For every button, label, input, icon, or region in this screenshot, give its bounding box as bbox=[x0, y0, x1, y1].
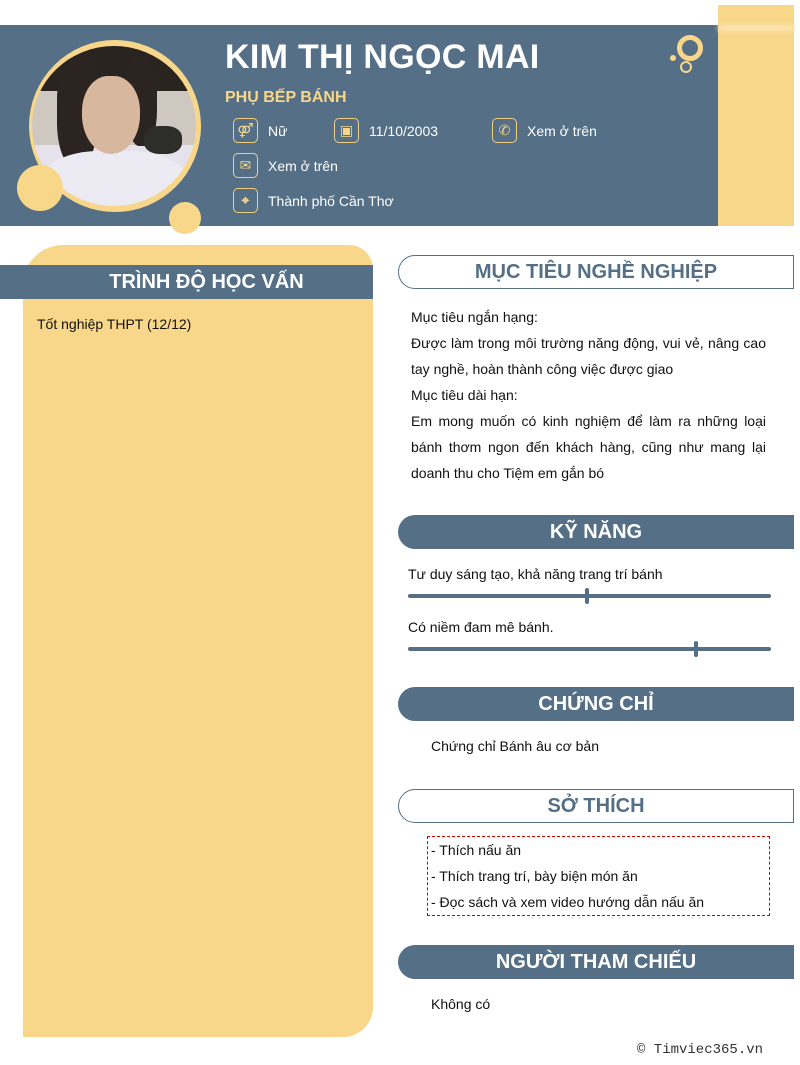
phone-value: Xem ở trên bbox=[527, 122, 597, 139]
skill-bar bbox=[408, 594, 771, 598]
phone-icon: ✆ bbox=[492, 118, 517, 143]
dob-value: 11/10/2003 bbox=[369, 122, 439, 139]
skill-label: Có niềm đam mê bánh. bbox=[408, 619, 554, 635]
skill-level-knob bbox=[585, 588, 589, 604]
info-dob bbox=[334, 118, 438, 143]
location-pin-icon: ⌖ bbox=[233, 188, 258, 213]
address-value: Thành phố Cần Thơ bbox=[268, 192, 394, 209]
certificates-heading: CHỨNG CHỈ bbox=[398, 687, 794, 721]
info-gender bbox=[233, 118, 287, 143]
certificate-item: Chứng chỉ Bánh âu cơ bản bbox=[431, 738, 599, 754]
hobby-item: - Thích trang trí, bày biện món ăn bbox=[431, 868, 638, 884]
education-item: Tốt nghiệp THPT (12/12) bbox=[37, 316, 192, 332]
objective-heading: MỤC TIÊU NGHỀ NGHIỆP bbox=[398, 255, 794, 289]
gender-value: Nữ bbox=[268, 122, 288, 139]
decorative-circle bbox=[169, 202, 201, 234]
skill-level-knob bbox=[694, 641, 698, 657]
hobbies-list bbox=[427, 836, 770, 916]
hobbies-heading: SỞ THÍCH bbox=[398, 789, 794, 823]
email-value: Xem ở trên bbox=[268, 157, 338, 174]
bubbles-decoration-icon bbox=[668, 33, 708, 75]
objective-content bbox=[411, 304, 766, 486]
hobby-item: - Thích nấu ăn bbox=[431, 842, 522, 858]
skill-label: Tư duy sáng tạo, khả năng trang trí bánh bbox=[408, 566, 663, 582]
info-address bbox=[233, 188, 394, 213]
mail-icon: ✉ bbox=[233, 153, 258, 178]
objective-line: Mục tiêu dài hạn: bbox=[411, 387, 518, 403]
decorative-circle bbox=[17, 165, 63, 211]
job-title: PHỤ BẾP BÁNH bbox=[225, 89, 347, 106]
objective-line: Em mong muốn có kinh nghiệm để làm ra những loại bánh thơm ngon đến khách hàng, cũng như mang lại doanh thu cho Tiệm em gắn bó bbox=[411, 413, 766, 481]
calendar-icon: ▣ bbox=[334, 118, 359, 143]
skills-heading: KỸ NĂNG bbox=[398, 515, 794, 549]
left-column-panel bbox=[23, 245, 373, 1037]
skill-bar bbox=[408, 647, 771, 651]
copyright-footer: © Timviec365.vn bbox=[637, 1042, 764, 1058]
objective-line: Mục tiêu ngắn hạng: bbox=[411, 309, 538, 325]
info-phone bbox=[492, 118, 597, 143]
reference-item: Không có bbox=[431, 996, 491, 1012]
education-heading: TRÌNH ĐỘ HỌC VẤN bbox=[0, 265, 373, 299]
objective-line: Được làm trong môi trường năng động, vui vẻ, nâng cao tay nghề, hoàn thành công việc được giao bbox=[411, 335, 766, 377]
candidate-name: KIM THỊ NGỌC MAI bbox=[225, 38, 540, 76]
hobby-item: - Đọc sách và xem video hướng dẫn nấu ăn bbox=[431, 894, 705, 910]
decorative-yellow-tab bbox=[718, 5, 794, 226]
references-heading: NGƯỜI THAM CHIẾU bbox=[398, 945, 794, 979]
gender-icon: ⚤ bbox=[233, 118, 258, 143]
info-email bbox=[233, 153, 338, 178]
